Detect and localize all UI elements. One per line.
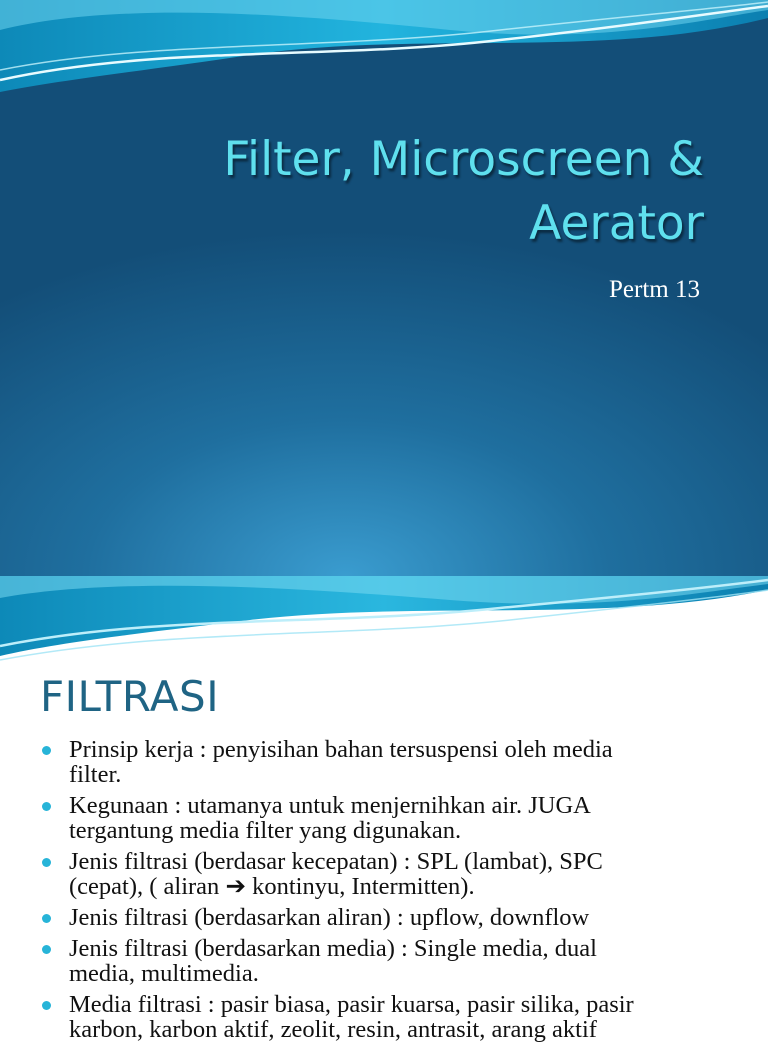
arrow-right-icon: ➔: [225, 873, 246, 900]
bullet-item: Prinsip kerja : penyisihan bahan tersuspensi oleh media filter.: [40, 737, 730, 787]
slide-subtitle: Pertm 13: [609, 276, 700, 303]
bullet-item: Media filtrasi : pasir biasa, pasir kuarsa, pasir silika, pasir karbon, karbon aktif, zeolit, resin, antrasit, arang aktif: [40, 992, 730, 1042]
bullet-dot-icon: [42, 802, 51, 811]
bullet-item: Jenis filtrasi (berdasarkan aliran) : upflow, downflow: [40, 905, 730, 930]
bullet-item: Jenis filtrasi (berdasar kecepatan) : SPL (lambat), SPC (cepat), ( aliran ➔ kontinyu, Intermitten).: [40, 849, 730, 899]
wave-banner: [0, 0, 768, 110]
content-slide: [0, 576, 768, 1043]
bullet-item: Jenis filtrasi (berdasarkan media) : Single media, dual media, multimedia.: [40, 936, 730, 986]
slide-heading: FILTRASI: [40, 672, 220, 721]
wave-banner: [0, 576, 768, 666]
bullet-item: Kegunaan : utamanya untuk menjernihkan air. JUGA tergantung media filter yang digunakan.: [40, 793, 730, 843]
title-line-1: Filter, Microscreen &: [223, 132, 704, 187]
slide-title: [64, 128, 704, 256]
bullet-dot-icon: [42, 1001, 51, 1010]
bullet-dot-icon: [42, 858, 51, 867]
title-line-2: Aerator: [529, 196, 704, 251]
bullet-dot-icon: [42, 746, 51, 755]
bullet-dot-icon: [42, 914, 51, 923]
bullet-list: [40, 737, 730, 1048]
bullet-dot-icon: [42, 945, 51, 954]
